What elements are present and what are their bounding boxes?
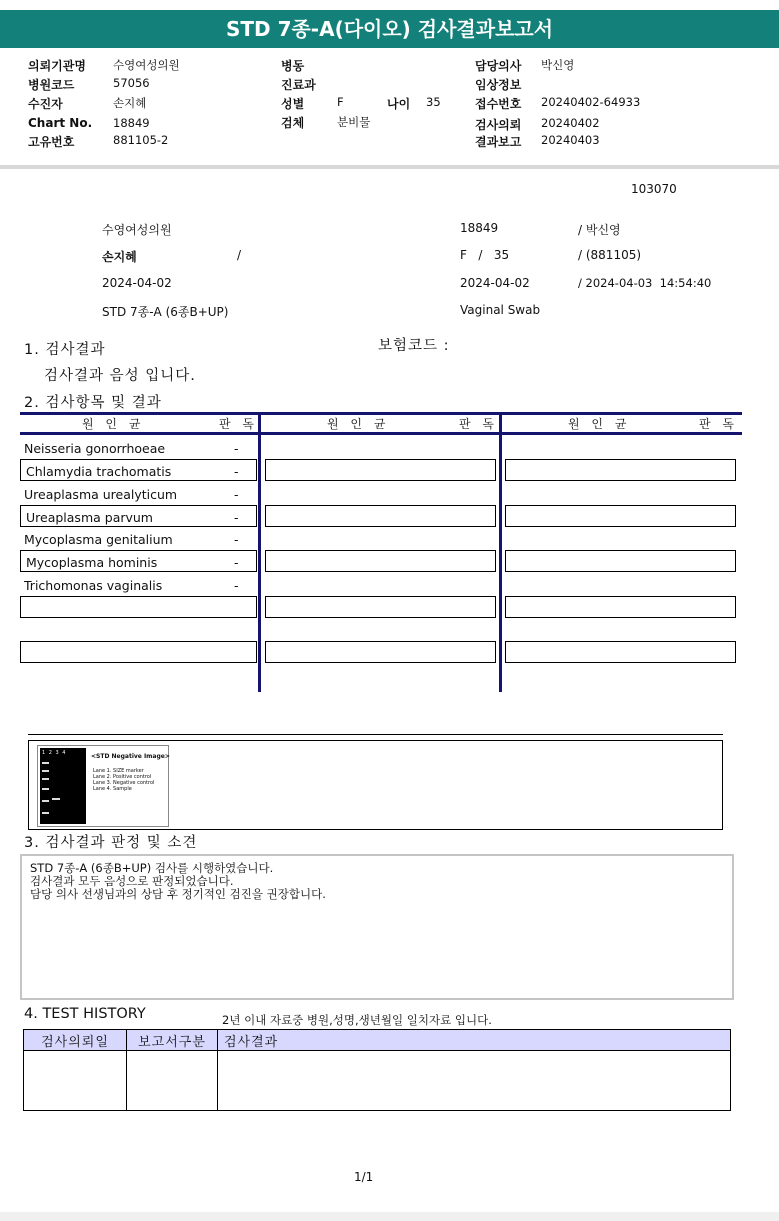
info-institution: 수영여성의원	[102, 223, 172, 237]
gel-top-rule	[28, 734, 723, 735]
info-name: 손지혜	[102, 250, 137, 264]
info-test: STD 7종-A (6종B+UP)	[102, 305, 229, 319]
ward-label: 병동	[281, 59, 305, 73]
specimen-label: 검체	[281, 116, 305, 130]
marker-band	[42, 770, 49, 772]
age-value: 35	[426, 95, 441, 109]
report-code: 103070	[631, 182, 677, 196]
info-specimen: Vaginal Swab	[460, 303, 541, 317]
sex-label: 성별	[281, 97, 305, 111]
comment-box	[20, 854, 734, 1000]
col-divider-1	[258, 415, 261, 692]
organism-name: Trichomonas vaginalis	[24, 578, 163, 593]
clinical-label: 임상정보	[475, 78, 522, 92]
history-cell	[218, 1051, 731, 1111]
comment-line: 검사결과 모두 음성으로 판정되었습니다.	[30, 874, 234, 888]
col-judge-header-2: 판 독	[459, 417, 498, 431]
comment-line: 담당 의사 선생님과의 상담 후 정기적인 검진을 권장합니다.	[30, 887, 326, 901]
gel-title: <STD Negative Image>	[91, 753, 170, 760]
row-box	[265, 641, 496, 663]
row-box	[265, 596, 496, 618]
row-box	[505, 459, 736, 481]
result-summary: 검사결과 음성 입니다.	[44, 368, 196, 384]
section3-title: 3. 검사결과 판정 및 소견	[24, 835, 198, 851]
specimen-value: 분비물	[337, 115, 371, 129]
history-col-type: 보고서구분	[127, 1030, 218, 1051]
info-date1: 2024-04-02	[102, 276, 172, 290]
section2-title: 2. 검사항목 및 결과	[24, 395, 162, 411]
organism-name: Mycoplasma genitalium	[24, 532, 173, 547]
marker-band	[42, 800, 49, 802]
doctor-label: 담당의사	[475, 59, 522, 73]
info-sex-age: F / 35	[460, 248, 510, 262]
organism-result: -	[234, 578, 239, 593]
positive-band	[52, 798, 60, 800]
history-col-date: 검사의뢰일	[24, 1030, 127, 1051]
hospital-code-value: 57056	[113, 76, 150, 90]
info-doctor: / 박신영	[578, 223, 621, 237]
organism-result: -	[234, 441, 239, 456]
info-birth: / (881105)	[578, 248, 642, 262]
organism-result: -	[234, 510, 239, 525]
unique-value: 881105-2	[113, 133, 169, 147]
organism-result: -	[234, 532, 239, 547]
chart-label: Chart No.	[28, 116, 93, 130]
section4-title: 4. TEST HISTORY	[24, 1006, 146, 1022]
gel-legend-2: Lane 2. Positive control	[93, 774, 152, 780]
page-number: 1/1	[354, 1170, 374, 1184]
row-box	[20, 596, 257, 618]
dept-label: 진료과	[281, 78, 316, 92]
row-box	[265, 459, 496, 481]
row-box	[505, 505, 736, 527]
patient-value: 손지혜	[113, 96, 147, 110]
organism-result: -	[234, 555, 239, 570]
institution-value: 수영여성의원	[113, 58, 180, 72]
row-box	[505, 550, 736, 572]
request-value: 20240402	[541, 116, 600, 130]
col-divider-2	[499, 415, 502, 692]
info-slash: /	[237, 248, 242, 262]
history-cell	[127, 1051, 218, 1111]
comment-line: STD 7종-A (6종B+UP) 검사를 시행하였습니다.	[30, 861, 274, 875]
organism-name: Chlamydia trachomatis	[26, 464, 172, 479]
col-judge-header-1: 판 독	[219, 417, 258, 431]
organism-name: Ureaplasma urealyticum	[24, 487, 178, 502]
marker-band	[42, 812, 49, 814]
gel-legend-3: Lane 3. Negative control	[93, 780, 155, 786]
receipt-value: 20240402-64933	[541, 95, 641, 109]
col-judge-header-3: 판 독	[699, 417, 738, 431]
col-organism-header-2: 원 인 균	[327, 417, 390, 431]
request-label: 검사의뢰	[475, 118, 522, 132]
marker-band	[42, 762, 49, 764]
organism-name: Ureaplasma parvum	[26, 510, 153, 525]
info-date2: 2024-04-02	[460, 276, 530, 290]
age-label: 나이	[387, 97, 411, 111]
col-organism-header-1: 원 인 균	[82, 417, 145, 431]
gel-lanes	[40, 748, 86, 824]
organism-result: -	[234, 487, 239, 502]
info-datetime: / 2024-04-03 14:54:40	[578, 276, 712, 290]
sex-value: F	[337, 95, 344, 109]
history-row	[24, 1051, 731, 1111]
hospital-code-label: 병원코드	[28, 78, 75, 92]
report-label: 결과보고	[475, 135, 522, 149]
row-box	[265, 550, 496, 572]
insurance-code-label: 보험코드 :	[378, 338, 450, 354]
report-title: STD 7종-A(다이오) 검사결과보고서	[0, 10, 779, 48]
table-header-rule	[20, 432, 742, 435]
patient-label: 수진자	[28, 97, 63, 111]
col-organism-header-3: 원 인 균	[568, 417, 631, 431]
header-separator	[0, 165, 779, 169]
organism-name: Mycoplasma hominis	[26, 555, 158, 570]
receipt-label: 접수번호	[475, 97, 522, 111]
doctor-value: 박신영	[541, 58, 575, 72]
history-cell	[24, 1051, 127, 1111]
row-box	[20, 641, 257, 663]
institution-label: 의뢰기관명	[28, 59, 86, 73]
history-note: 2년 이내 자료중 병원,성명,생년월일 일치자료 입니다.	[222, 1013, 492, 1027]
gel-legend-4: Lane 4. Sample	[93, 786, 132, 792]
lane-numbers: 1 2 3 4	[42, 750, 67, 756]
row-box	[505, 641, 736, 663]
marker-band	[42, 778, 49, 780]
info-chart: 18849	[460, 221, 499, 235]
row-box	[265, 505, 496, 527]
history-table	[23, 1029, 731, 1111]
gel-legend-1: Lane 1. SIZE marker	[93, 768, 144, 774]
chart-value: 18849	[113, 116, 150, 130]
unique-label: 고유번호	[28, 135, 75, 149]
section1-title: 1. 검사결과	[24, 342, 106, 358]
row-box	[505, 596, 736, 618]
history-col-result: 검사결과	[218, 1030, 731, 1051]
gel-image	[37, 745, 169, 827]
report-value: 20240403	[541, 133, 600, 147]
organism-name: Neisseria gonorrhoeae	[24, 441, 166, 456]
history-header-row	[24, 1030, 731, 1051]
marker-band	[42, 788, 49, 790]
organism-result: -	[234, 464, 239, 479]
